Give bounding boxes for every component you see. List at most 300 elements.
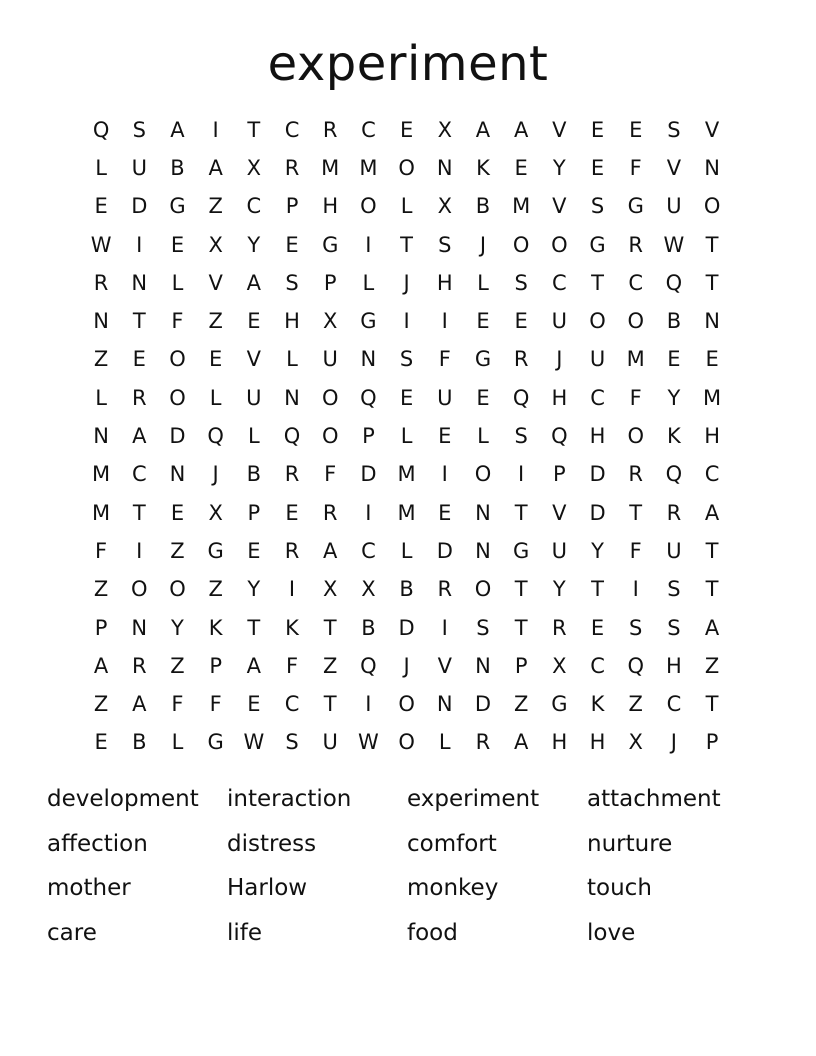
word-list-item: food — [407, 919, 458, 946]
word-list-item: distress — [227, 830, 317, 857]
grid-letter: V — [552, 500, 567, 525]
grid-letter: M — [321, 155, 340, 180]
grid-letter: F — [209, 692, 222, 717]
grid-letter: M — [397, 500, 416, 525]
grid-letter: F — [171, 692, 184, 717]
grid-letter: T — [514, 500, 528, 525]
grid-letter: D — [131, 194, 148, 219]
grid-letter: R — [628, 462, 644, 487]
grid-letter: S — [132, 117, 146, 142]
grid-letter: O — [398, 730, 415, 755]
grid-letter: C — [246, 194, 262, 219]
grid-letter: Q — [283, 424, 301, 449]
grid-letter: M — [703, 385, 722, 410]
grid-letter: D — [169, 424, 186, 449]
grid-letter: D — [474, 692, 492, 717]
grid-letter: K — [590, 692, 605, 717]
grid-letter: Y — [552, 577, 566, 602]
grid-letter: F — [285, 653, 299, 678]
grid-letter: O — [169, 577, 186, 602]
word-list-item: nurture — [587, 830, 673, 857]
grid-letter: S — [667, 615, 681, 640]
grid-letter: A — [513, 730, 529, 755]
grid-letter: T — [705, 270, 719, 295]
grid-letter: A — [323, 538, 338, 563]
grid-letter: R — [552, 615, 567, 640]
grid-letter: L — [400, 424, 413, 449]
word-list — [47, 777, 767, 955]
grid-letter: Q — [551, 424, 568, 449]
grid-letter: M — [626, 347, 645, 372]
grid-letter: R — [475, 730, 491, 755]
grid-letter: W — [243, 730, 265, 755]
grid-letter: U — [131, 155, 147, 180]
grid-letter: R — [131, 653, 147, 678]
grid-letter: O — [551, 232, 568, 257]
grid-letter: T — [705, 538, 719, 563]
grid-letter: I — [212, 117, 219, 142]
grid-letter: Z — [323, 653, 338, 678]
grid-letter: H — [666, 653, 682, 678]
grid-letter: X — [208, 232, 223, 257]
grid-letter: A — [132, 692, 147, 717]
grid-letter: I — [365, 692, 372, 717]
grid-letter: W — [663, 232, 685, 257]
grid-letter: U — [551, 538, 568, 563]
grid-letter: P — [247, 500, 261, 525]
grid-letter: L — [286, 347, 298, 372]
word-list-item: life — [227, 919, 263, 946]
grid-letter: B — [132, 730, 147, 755]
grid-letter: Z — [208, 309, 223, 334]
grid-letter: Y — [591, 538, 604, 563]
grid-letter: F — [324, 462, 337, 487]
grid-letter: N — [475, 500, 491, 525]
grid-letter: S — [667, 577, 681, 602]
grid-letter: N — [436, 692, 453, 717]
grid-letter: T — [247, 615, 261, 640]
grid-letter: U — [322, 730, 338, 755]
grid-letter: H — [436, 270, 453, 295]
word-list-item: touch — [587, 875, 652, 901]
grid-letter: E — [399, 385, 414, 410]
grid-letter: R — [322, 500, 338, 525]
grid-letter: Z — [208, 577, 223, 602]
grid-letter: X — [361, 577, 376, 602]
grid-letter: U — [589, 347, 606, 372]
grid-letter: V — [246, 347, 262, 372]
grid-letter: V — [208, 270, 223, 295]
grid-letter: O — [169, 347, 186, 372]
grid-letter: R — [666, 500, 682, 525]
grid-letter: Q — [627, 653, 644, 678]
grid-letter: N — [169, 462, 186, 487]
grid-letter: X — [323, 577, 338, 602]
grid-letter: E — [285, 232, 299, 257]
grid-letter: T — [514, 577, 528, 602]
grid-letter: E — [667, 347, 681, 372]
grid-letter: D — [589, 500, 606, 525]
grid-letter: Z — [93, 347, 109, 372]
grid-letter: S — [629, 615, 643, 640]
grid-letter: T — [591, 270, 604, 295]
grid-letter: Y — [552, 155, 566, 180]
grid-letter: A — [208, 155, 223, 180]
grid-letter: X — [628, 730, 643, 755]
grid-letter: T — [247, 117, 261, 142]
grid-letter: Y — [247, 232, 261, 257]
grid-letter: I — [288, 577, 296, 602]
grid-letter: M — [397, 462, 416, 487]
grid-letter: A — [513, 117, 529, 142]
grid-letter: O — [398, 692, 415, 717]
grid-letter: F — [629, 155, 642, 180]
grid-letter: J — [556, 347, 563, 372]
grid-letter: Z — [704, 653, 720, 678]
grid-letter: D — [589, 462, 606, 487]
grid-letter: D — [436, 538, 453, 563]
grid-letter: L — [171, 730, 184, 755]
word-list-item: development — [47, 786, 199, 812]
grid-letter: N — [131, 615, 148, 640]
grid-letter: R — [284, 462, 300, 487]
grid-letter: N — [284, 385, 300, 410]
grid-letter: Q — [665, 462, 683, 487]
grid-letter: V — [437, 653, 452, 678]
grid-letter: T — [323, 615, 337, 640]
grid-letter: O — [398, 155, 415, 180]
grid-letter: L — [400, 538, 413, 563]
grid-letter: T — [705, 692, 719, 717]
grid-letter: M — [92, 462, 111, 487]
grid-letter: L — [438, 730, 451, 755]
grid-letter: J — [212, 462, 219, 487]
grid-letter: R — [284, 155, 300, 180]
grid-letter: H — [704, 424, 720, 449]
grid-letter: X — [437, 117, 452, 142]
grid-letter: O — [169, 385, 186, 410]
grid-letter: X — [246, 155, 262, 180]
grid-letter: L — [171, 270, 184, 295]
grid-letter: E — [132, 347, 146, 372]
grid-letter: Y — [171, 615, 184, 640]
grid-letter: I — [136, 232, 143, 257]
grid-letter: R — [322, 117, 338, 142]
grid-letter: G — [169, 194, 186, 219]
grid-letter: L — [247, 424, 260, 449]
grid-letter: I — [365, 232, 372, 257]
grid-letter: C — [590, 385, 605, 410]
grid-letter: A — [475, 117, 491, 142]
word-list-item: mother — [47, 875, 131, 901]
grid-letter: Z — [93, 577, 109, 602]
grid-letter: T — [705, 232, 719, 257]
grid-letter: B — [361, 615, 376, 640]
grid-letter: E — [399, 117, 414, 142]
grid-letter: H — [551, 730, 568, 755]
grid-letter: L — [209, 385, 222, 410]
grid-letter: O — [474, 577, 492, 602]
grid-letter: Q — [512, 385, 530, 410]
grid-letter: V — [552, 117, 567, 142]
grid-letter: E — [514, 155, 528, 180]
grid-letter: T — [514, 615, 528, 640]
word-list-item: attachment — [587, 786, 721, 812]
grid-letter: G — [627, 194, 644, 219]
grid-letter: P — [94, 615, 108, 640]
grid-letter: O — [627, 424, 644, 449]
grid-letter: O — [703, 194, 721, 219]
grid-letter: B — [170, 155, 185, 180]
grid-letter: X — [552, 653, 567, 678]
grid-letter: T — [705, 577, 719, 602]
grid-letter: S — [285, 730, 299, 755]
grid-letter: E — [590, 117, 605, 142]
grid-letter: I — [136, 538, 143, 563]
grid-letter: K — [285, 615, 299, 640]
word-list-item: love — [587, 919, 636, 946]
grid-letter: N — [475, 653, 491, 678]
grid-letter: F — [171, 309, 184, 334]
grid-letter: Q — [92, 117, 110, 142]
grid-letter: E — [438, 424, 452, 449]
grid-letter: E — [209, 347, 223, 372]
grid-letter: R — [628, 232, 644, 257]
grid-letter: N — [475, 538, 491, 563]
grid-letter: Z — [93, 692, 109, 717]
grid-letter: Z — [208, 194, 223, 219]
grid-letter: B — [666, 309, 682, 334]
word-list-item: interaction — [227, 786, 352, 812]
grid-letter: M — [512, 194, 531, 219]
grid-letter: C — [628, 270, 644, 295]
grid-letter: O — [627, 309, 644, 334]
grid-letter: H — [322, 194, 339, 219]
grid-letter: C — [131, 462, 147, 487]
grid-letter: G — [207, 730, 224, 755]
grid-letter: T — [629, 500, 643, 525]
grid-letter: J — [403, 270, 410, 295]
grid-letter: O — [589, 309, 606, 334]
grid-letter: E — [170, 500, 185, 525]
grid-letter: G — [360, 309, 377, 334]
grid-letter: P — [705, 730, 719, 755]
grid-letter: F — [95, 538, 108, 563]
grid-letter: V — [704, 117, 720, 142]
grid-letter: E — [476, 309, 490, 334]
grid-letter: E — [590, 155, 605, 180]
grid-letter: Z — [628, 692, 643, 717]
grid-letter: G — [474, 347, 492, 372]
grid-letter: F — [629, 538, 642, 563]
grid-letter: K — [208, 615, 223, 640]
grid-letter: E — [629, 117, 643, 142]
grid-letter: I — [632, 577, 639, 602]
grid-letter: O — [360, 194, 377, 219]
grid-letter: S — [399, 347, 414, 372]
grid-letter: Y — [667, 385, 681, 410]
grid-letter: T — [400, 232, 413, 257]
grid-letter: P — [514, 653, 528, 678]
grid-letter: E — [514, 309, 528, 334]
grid-letter: J — [479, 232, 487, 257]
grid-letter: E — [476, 385, 490, 410]
grid-letter: R — [437, 577, 453, 602]
grid-letter: L — [95, 155, 107, 180]
grid-letter: A — [170, 117, 185, 142]
grid-letter: P — [362, 424, 375, 449]
grid-letter: Q — [360, 653, 377, 678]
grid-letter: O — [321, 385, 339, 410]
grid-letter: W — [358, 730, 379, 755]
grid-letter: D — [398, 615, 415, 640]
grid-letter: T — [323, 692, 337, 717]
grid-letter: U — [322, 347, 338, 372]
grid-letter: P — [323, 270, 337, 295]
grid-letter: E — [94, 194, 108, 219]
grid-letter: R — [93, 270, 109, 295]
word-list-item: monkey — [407, 875, 499, 901]
grid-letter: A — [246, 270, 262, 295]
grid-letter: Z — [513, 692, 529, 717]
grid-letter: A — [132, 424, 147, 449]
grid-letter: Y — [247, 577, 261, 602]
grid-letter: C — [361, 538, 376, 563]
grid-letter: I — [441, 462, 448, 487]
grid-letter: O — [474, 462, 492, 487]
grid-letter: G — [589, 232, 606, 257]
grid-letter: P — [553, 462, 566, 487]
grid-letter: Q — [665, 270, 683, 295]
grid-letter: E — [247, 538, 261, 563]
grid-letter: K — [476, 155, 490, 180]
grid-letter: X — [208, 500, 223, 525]
grid-letter: N — [704, 309, 720, 334]
grid-letter: A — [93, 653, 109, 678]
grid-letter: M — [359, 155, 378, 180]
page-title: experiment — [267, 36, 549, 92]
grid-letter: N — [93, 309, 109, 334]
grid-letter: T — [132, 309, 146, 334]
grid-letter: U — [551, 309, 568, 334]
grid-letter: C — [284, 692, 300, 717]
word-list-item: Harlow — [227, 875, 308, 901]
grid-letter: J — [403, 653, 410, 678]
grid-letter: L — [95, 385, 107, 410]
grid-letter: U — [666, 538, 682, 563]
grid-letter: U — [437, 385, 453, 410]
grid-letter: S — [667, 117, 681, 142]
grid-letter: W — [90, 232, 112, 257]
grid-letter: B — [475, 194, 491, 219]
grid-letter: N — [704, 155, 720, 180]
grid-letter: Z — [170, 653, 185, 678]
grid-letter: L — [477, 270, 489, 295]
grid-letter: E — [247, 309, 261, 334]
grid-letter: H — [551, 385, 568, 410]
grid-letter: I — [441, 309, 448, 334]
grid-letter: C — [590, 653, 605, 678]
grid-letter: T — [591, 577, 604, 602]
grid-letter: B — [246, 462, 262, 487]
grid-letter: R — [284, 538, 300, 563]
grid-letter: U — [246, 385, 262, 410]
grid-letter: C — [666, 692, 682, 717]
grid-letter: I — [518, 462, 525, 487]
grid-letter: T — [132, 500, 146, 525]
grid-letter: C — [552, 270, 567, 295]
grid-letter: B — [399, 577, 414, 602]
grid-letter: L — [362, 270, 375, 295]
grid-letter: M — [92, 500, 111, 525]
grid-letter: E — [590, 615, 605, 640]
grid-letter: A — [704, 615, 720, 640]
grid-letter: G — [513, 538, 530, 563]
grid-letter: I — [365, 500, 372, 525]
grid-letter: V — [666, 155, 682, 180]
grid-letter: C — [361, 117, 376, 142]
grid-letter: A — [246, 653, 262, 678]
grid-letter: H — [589, 424, 606, 449]
grid-letter: N — [436, 155, 453, 180]
word-list-item: care — [47, 919, 97, 946]
grid-letter: L — [477, 424, 489, 449]
grid-letter: N — [360, 347, 377, 372]
grid-letter: N — [93, 424, 109, 449]
word-list-item: affection — [47, 830, 148, 857]
grid-letter: I — [441, 615, 448, 640]
grid-letter: L — [400, 194, 413, 219]
grid-letter: P — [285, 194, 299, 219]
grid-letter: G — [207, 538, 224, 563]
grid-letter: R — [513, 347, 529, 372]
grid-letter: F — [438, 347, 451, 372]
grid-letter: J — [670, 730, 677, 755]
grid-letter: S — [590, 194, 605, 219]
grid-letter: X — [323, 309, 338, 334]
grid-letter: G — [551, 692, 568, 717]
word-list-item: comfort — [407, 830, 497, 857]
grid-letter: Z — [170, 538, 185, 563]
grid-letter: Q — [360, 385, 377, 410]
grid-letter: G — [322, 232, 339, 257]
grid-letter: O — [131, 577, 148, 602]
word-search-grid — [82, 111, 732, 762]
grid-letter: S — [476, 615, 490, 640]
grid-letter: E — [285, 500, 299, 525]
grid-letter: N — [131, 270, 148, 295]
grid-letter: E — [247, 692, 261, 717]
grid-letter: O — [321, 424, 339, 449]
grid-letter: S — [285, 270, 299, 295]
grid-letter: V — [552, 194, 567, 219]
grid-letter: H — [284, 309, 300, 334]
grid-letter: F — [629, 385, 642, 410]
grid-letter: D — [360, 462, 377, 487]
grid-letter: C — [704, 462, 720, 487]
grid-letter: C — [284, 117, 300, 142]
grid-letter: I — [403, 309, 410, 334]
grid-letter: E — [705, 347, 719, 372]
grid-letter: E — [170, 232, 185, 257]
grid-letter: Q — [207, 424, 224, 449]
grid-letter: H — [589, 730, 606, 755]
grid-letter: O — [512, 232, 530, 257]
grid-letter: P — [209, 653, 222, 678]
grid-letter: A — [704, 500, 720, 525]
grid-letter: U — [666, 194, 682, 219]
grid-letter: R — [131, 385, 147, 410]
